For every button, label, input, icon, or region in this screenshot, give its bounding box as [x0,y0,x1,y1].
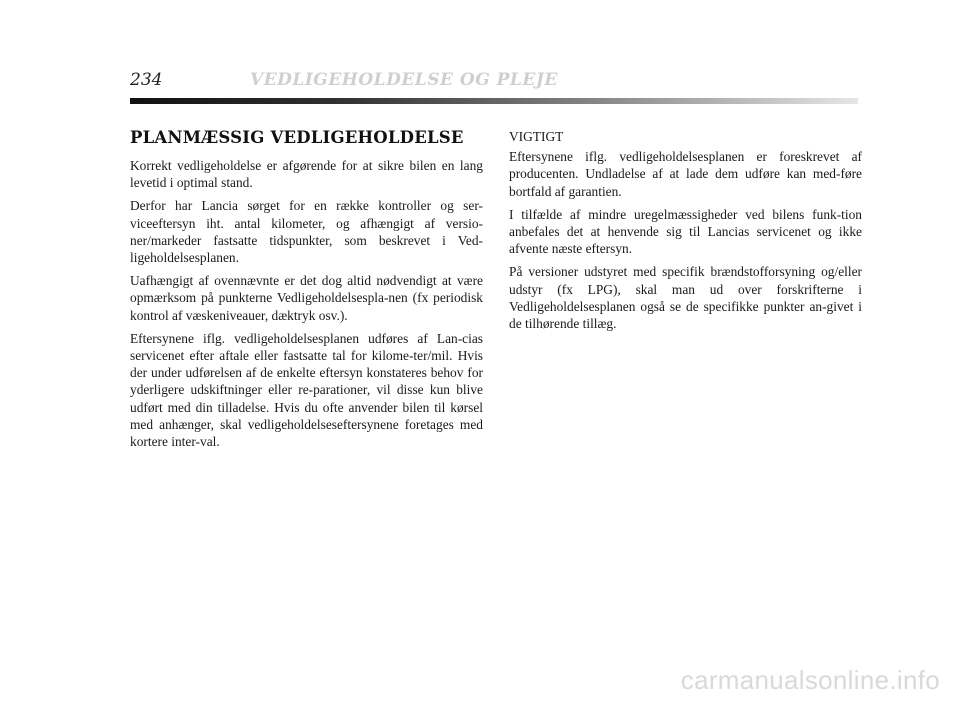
paragraph: Korrekt vedligeholdelse er afgørende for at sikre bilen en lang levetid i optimal stand. [130,158,483,191]
paragraph: Uafhængigt af ovennævnte er det dog altid nødvendigt at være opmærksom på punkterne Vedligeholdelsespla-nen (fx periodisk kontrol af væskeniveauer, dæktryk osv.). [130,273,483,323]
notice-label: VIGTIGT [509,129,564,144]
paragraph: Eftersynene iflg. vedligeholdelsesplanen udføres af Lan-cias servicenet efter aftale eller fastsatte tal for kilome-ter/mil. Hvis der under udførelsen af de enkelte eftersyn konstateres behov for yderligere udskiftninger eller re-parationer, vil disse kun blive udført med din tilladelse. Hvis du ofte anvender bilen til kørsel med anhænger, skal vedligeholdelseseftersynene foretages med kortere inter-val. [130,330,483,450]
watermark: carmanualsonline.info [680,665,940,695]
page-number: 234 [130,70,163,90]
paragraph: På versioner udstyret med specifik brændstofforsyning og/eller udstyr (fx LPG), skal man ud over forskrifterne i Vedligeholdelsesplanen også se de specifikke punkter an-givet i de tilhørende tillæg. [509,264,862,332]
paragraph: Derfor har Lancia sørget for en række kontroller og ser-viceeftersyn iht. antal kilometer, og afhængigt af versio-ner/markeder fastsatte tidspunkter, som beskrevet i Ved-ligeholdelsesplanen. [130,198,483,266]
header-divider [130,98,858,104]
paragraph: Eftersynene iflg. vedligeholdelsesplanen er foreskrevet af producenten. Undladelse af at lade dem udføre kan med-føre bortfald af garantien. [509,149,862,199]
paragraph: I tilfælde af mindre uregelmæssigheder ved bilens funk-tion anbefales det at henvende sig til Lancias servicenet og ikke afvente næste eftersyn. [509,206,862,257]
left-column [130,128,483,456]
running-header-title: VEDLIGEHOLDELSE OG PLEJE [250,70,558,90]
section-title: PLANMÆSSIG VEDLIGEHOLDELSE [130,128,464,147]
right-column [509,128,862,338]
